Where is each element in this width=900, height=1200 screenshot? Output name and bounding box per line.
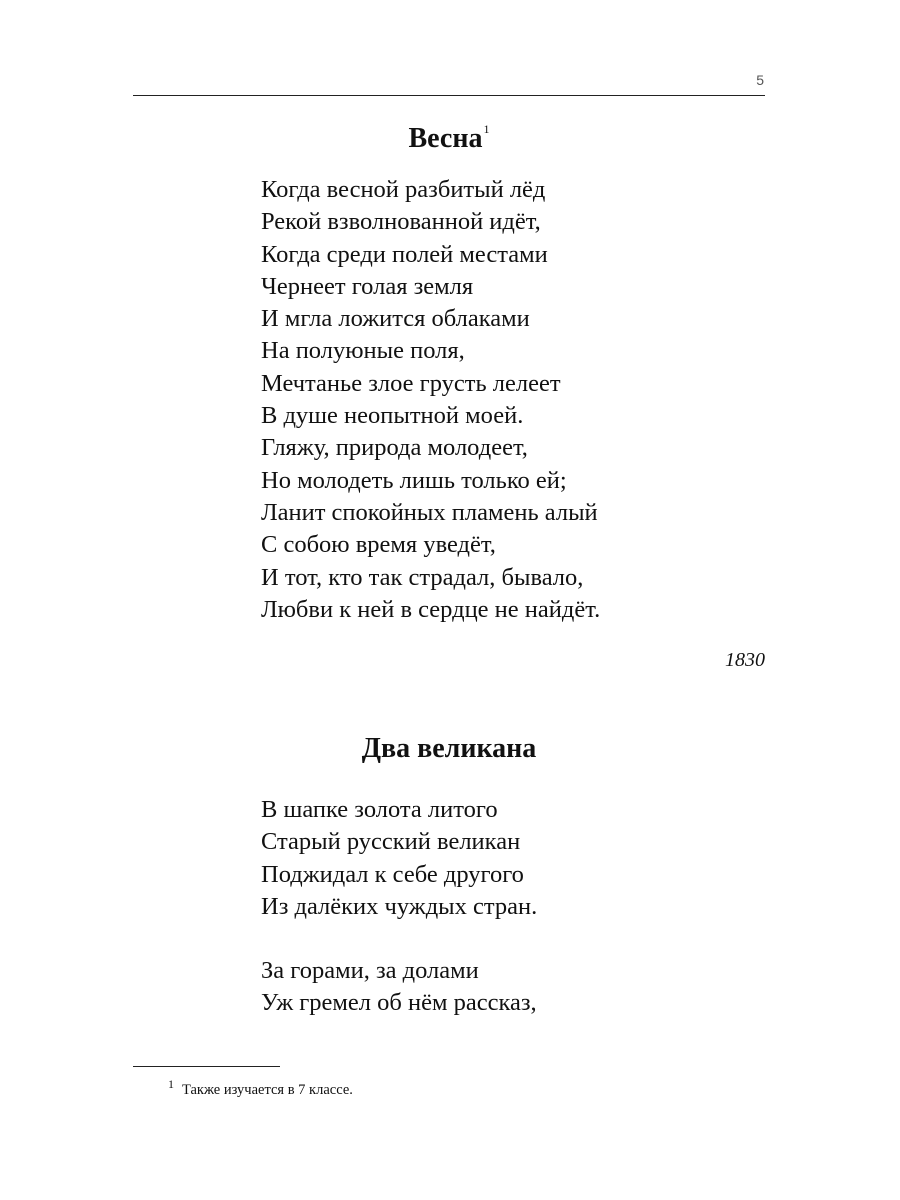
poem-line: Старый русский великан [261,828,521,856]
poem-stanza [261,174,600,626]
poem-line: И тот, кто так страдал, бывало, [261,563,584,591]
poem-line: Гляжу, природа молодеет, [261,434,528,462]
poem-line: Когда среди полей местами [261,240,548,268]
poem-line: Поджидал к себе другого [261,860,524,888]
poem-line: Чернеет голая земля [261,272,474,300]
poem-stanza [261,794,537,923]
poem-line: Но молодеть лишь только ей; [261,466,567,494]
poem-line: Когда весной разбитый лёд [261,176,546,203]
poem-title-text: Весна [408,123,483,154]
poem-line: Любви к ней в сердце не найдёт. [261,595,601,623]
poem-line: Рекой взволнованной идёт, [261,208,541,236]
footnote [168,1074,353,1100]
poem-line: В шапке золота литого [261,796,498,823]
poem-line: Уж гремел об нём рассказ, [261,989,537,1017]
footnote-mark: 1 [168,1077,174,1091]
poem-line: На полуюные поля, [261,337,465,365]
poem-line: С собою время уведёт, [261,531,496,559]
poem-line: За горами, за долами [261,957,479,984]
poem-title [133,113,765,155]
footnote-reference: 1 [483,122,490,136]
page-number: 5 [756,72,764,88]
poem-line: Из далёких чуждых стран. [261,892,538,920]
footnote-text: Также изучается в 7 классе. [182,1082,353,1098]
poem-date: 1830 [725,649,765,671]
poem-line: И мгла ложится облаками [261,305,530,333]
poem-line: Ланит спокойных пламень алый [261,498,598,526]
header-rule [133,95,765,96]
poem-title: Два великана [361,733,537,764]
poem-stanza [261,955,537,1020]
poem-line: В душе неопытной моей. [261,402,524,430]
footnote-rule [133,1066,280,1067]
poem-line: Мечтанье злое грусть лелеет [261,369,561,397]
